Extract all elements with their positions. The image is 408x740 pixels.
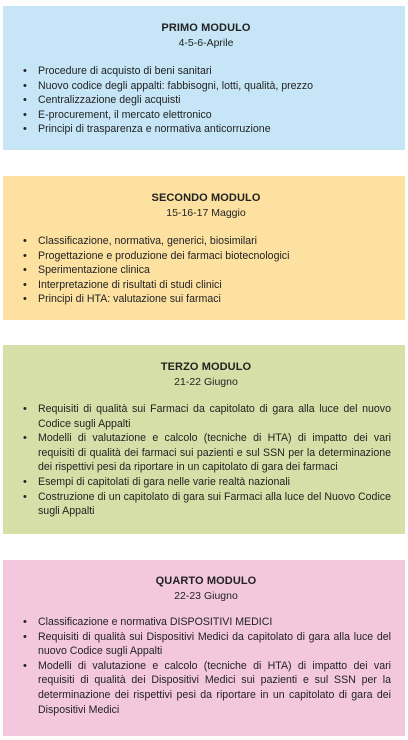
- module-dates: 21-22 Giugno: [174, 376, 238, 388]
- list-item: • Sperimentazione clinica: [21, 263, 391, 278]
- module-dates: 22-23 Giugno: [174, 590, 238, 602]
- module-title: TERZO MODULO: [160, 361, 252, 373]
- list-item: • Procedure di acquisto di beni sanitari: [21, 64, 391, 79]
- list-item: • Interpretazione di risultati di studi clinici: [21, 278, 391, 293]
- module-2-box: [3, 176, 405, 320]
- module-4-box: [3, 560, 405, 736]
- list-item: • Modelli di valutazione e calcolo (tecniche di HTA) di impatto dei vari requisiti di qualità dei Dispositivi Medici sui pazienti e sul SSN per la determinazione dei rispettivi pesi da riportare in un capitolato di gara dei Dispositivi Medici: [21, 659, 391, 717]
- module-topic-list: [21, 234, 391, 307]
- list-item: • Requisiti di qualità sui Dispositivi Medici da capitolato di gara alla luce del nuovo Codice sugli Appalti: [21, 630, 391, 659]
- list-item: • Classificazione e normativa DISPOSITIVI MEDICI: [21, 615, 391, 630]
- module-dates: 15-16-17 Maggio: [166, 207, 246, 219]
- list-item: • Principi di trasparenza e normativa anticorruzione: [21, 122, 391, 137]
- module-topic-list: [21, 615, 391, 717]
- module-title: SECONDO MODULO: [151, 192, 261, 204]
- module-1-box: [3, 6, 405, 150]
- module-topic-list: [21, 64, 391, 137]
- list-item: • Centralizzazione degli acquisti: [21, 93, 391, 108]
- list-item: • Esempi di capitolati di gara nelle varie realtà nazionali: [21, 475, 391, 490]
- module-title: QUARTO MODULO: [155, 575, 257, 587]
- list-item: • Progettazione e produzione dei farmaci biotecnologici: [21, 249, 391, 264]
- list-item: • E-procurement, il mercato elettronico: [21, 108, 391, 123]
- module-title: PRIMO MODULO: [161, 22, 251, 34]
- list-item: • Costruzione di un capitolato di gara sui Farmaci alla luce del Nuovo Codice sugli Appalti: [21, 490, 391, 519]
- list-item: • Classificazione, normativa, generici, biosimilari: [21, 234, 391, 249]
- list-item: • Principi di HTA: valutazione sui farmaci: [21, 292, 391, 307]
- module-topic-list: [21, 402, 391, 519]
- module-3-box: [3, 345, 405, 534]
- list-item: • Nuovo codice degli appalti: fabbisogni, lotti, qualità, prezzo: [21, 79, 391, 94]
- module-dates: 4-5-6-Aprile: [178, 37, 234, 49]
- list-item: • Requisiti di qualità sui Farmaci da capitolato di gara alla luce del nuovo Codice sugli Appalti: [21, 402, 391, 431]
- list-item: • Modelli di valutazione e calcolo (tecniche di HTA) di impatto dei vari requisiti di qualità dei farmaci sui pazienti e sul SSN per la determinazione dei rispettivi pesi da riportare in un capitolato di gara dei farmaci: [21, 431, 391, 475]
